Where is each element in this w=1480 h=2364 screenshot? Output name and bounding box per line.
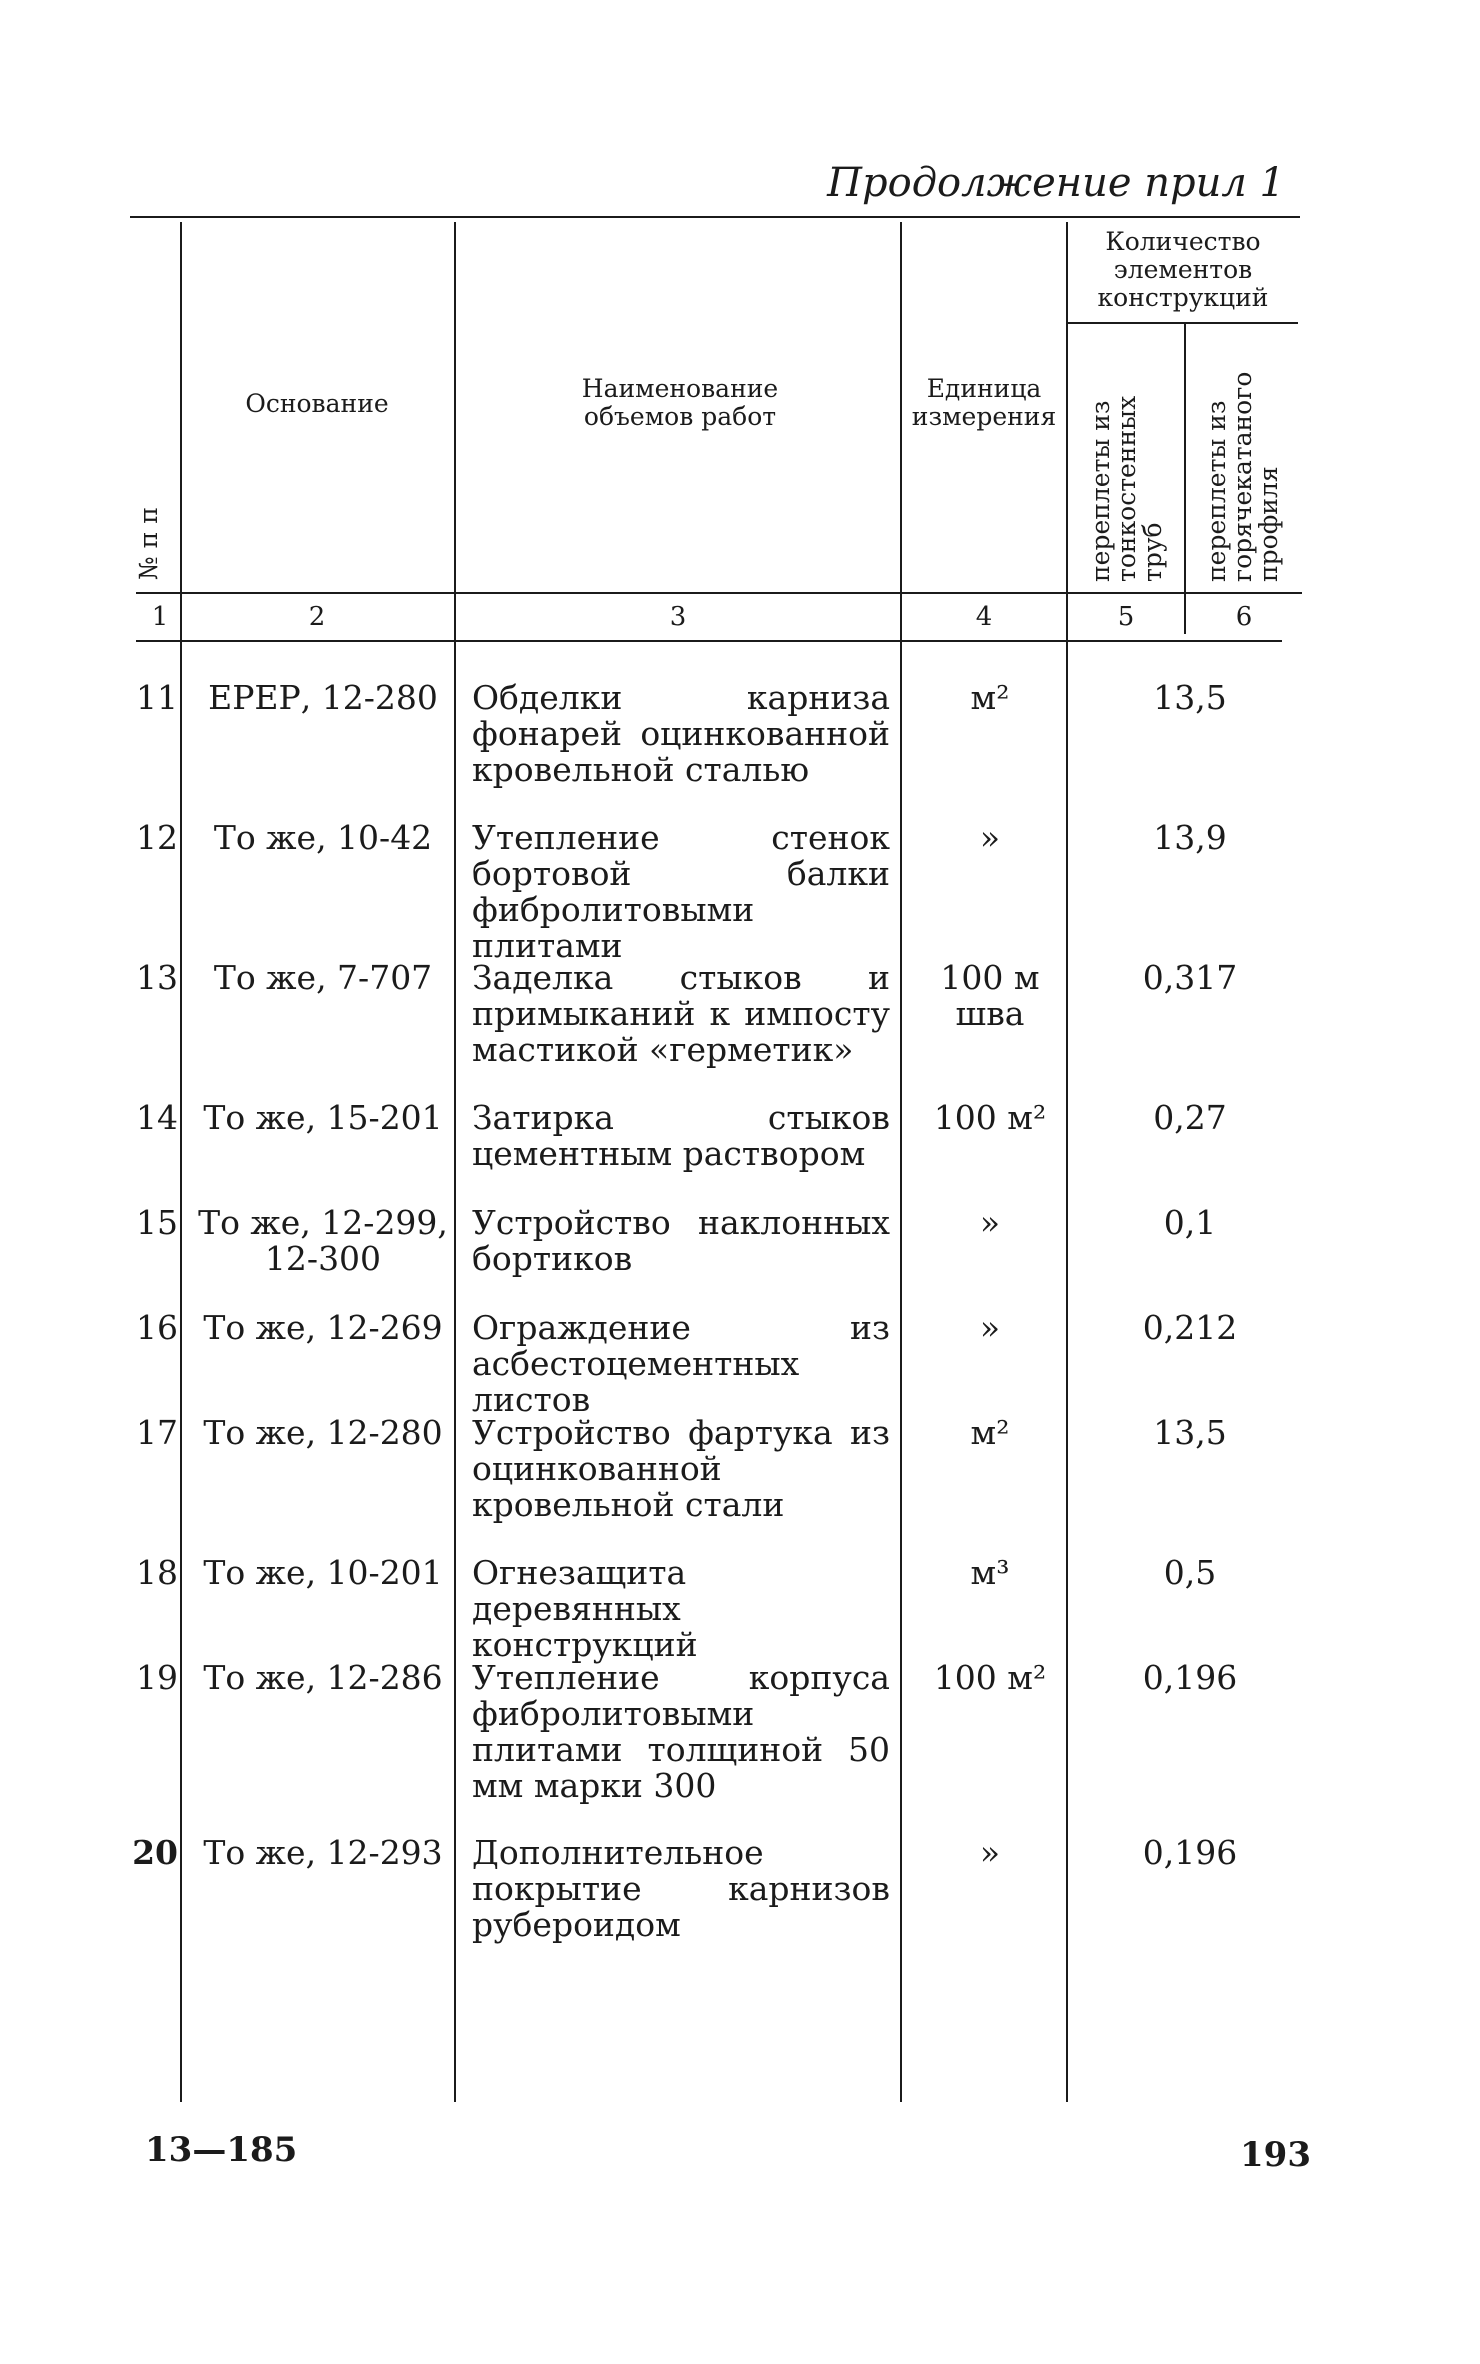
header-unit: Единица измерения	[911, 374, 1057, 431]
row-unit: 100 м шва	[940, 958, 1040, 1033]
row-basis: То же, 7-707	[213, 958, 433, 997]
col-divider-4	[1066, 222, 1068, 2102]
page-number: 193	[1240, 2135, 1311, 2175]
header-work-name: Наименование объемов работ	[581, 374, 779, 431]
row-quantity: 0,212	[1142, 1308, 1238, 1347]
col-number-1: 1	[151, 602, 169, 632]
row-number: 20	[132, 1833, 178, 1872]
row-number: 18	[136, 1553, 178, 1592]
page-header: Продолжение прил 1	[827, 160, 1285, 206]
row-work-name: Устройство фартука из оцинкованной кровельной стали	[472, 1413, 890, 1524]
header-sub-col-5: переплеты из тонкостенных труб	[1086, 395, 1167, 582]
row-unit: »	[979, 1308, 1001, 1347]
row-unit: м³	[970, 1553, 1010, 1592]
header-basis: Основание	[245, 389, 389, 418]
row-work-name: Обделки карниза фонарей оцинкованной кровельной сталью	[472, 678, 890, 789]
footer-left: 13—185	[145, 2130, 298, 2170]
row-basis: То же, 12-286	[203, 1658, 443, 1697]
row-work-name: Дополнительное покрытие карнизов рубероидом	[472, 1833, 890, 1944]
header-rule	[136, 592, 1302, 594]
row-work-name: Затирка стыков цементным раствором	[472, 1098, 890, 1173]
row-work-name: Утепление корпуса фибролитовыми плитами толщиной 50 мм марки 300	[472, 1658, 890, 1805]
row-number: 11	[136, 678, 178, 717]
row-quantity: 13,9	[1153, 818, 1227, 857]
row-unit: »	[979, 1203, 1001, 1242]
row-basis: ЕРЕР, 12-280	[208, 678, 438, 717]
row-basis: То же, 12-280	[203, 1413, 443, 1452]
row-work-name: Заделка стыков и примыканий к импосту мастикой «герметик»	[472, 958, 890, 1069]
row-basis: То же, 10-42	[213, 818, 433, 857]
header-sub-col-6: переплеты из горячекатаного профиля	[1202, 371, 1283, 582]
row-basis: То же, 12-269	[203, 1308, 443, 1347]
row-number: 17	[136, 1413, 178, 1452]
col-divider-1	[180, 222, 182, 2102]
row-number: 14	[136, 1098, 178, 1137]
row-basis: То же, 12-299, 12-300	[198, 1203, 448, 1278]
row-number: 19	[136, 1658, 178, 1697]
row-number: 13	[136, 958, 178, 997]
row-quantity: 0,196	[1142, 1658, 1238, 1697]
row-quantity: 0,196	[1142, 1833, 1238, 1872]
table-top-rule	[130, 216, 1300, 218]
row-quantity: 0,317	[1142, 958, 1238, 997]
col-divider-2	[454, 222, 456, 2102]
col-divider-3	[900, 222, 902, 2102]
row-work-name: Утепление стенок бортовой балки фибролитовыми плитами	[472, 818, 890, 965]
col-number-3: 3	[669, 602, 687, 632]
row-quantity: 0,1	[1163, 1203, 1217, 1242]
row-number: 15	[136, 1203, 178, 1242]
row-unit: м²	[970, 678, 1010, 717]
numbering-rule	[136, 640, 1282, 642]
row-unit: 100 м²	[933, 1658, 1047, 1697]
row-number: 16	[136, 1308, 178, 1347]
row-basis: То же, 12-293	[203, 1833, 443, 1872]
qty-group-rule	[1068, 322, 1298, 324]
header-number: № п п	[134, 507, 163, 580]
row-work-name: Огнезащита деревянных конструкций	[472, 1553, 698, 1664]
row-unit: м²	[970, 1413, 1010, 1452]
row-unit: »	[979, 1833, 1001, 1872]
row-quantity: 13,5	[1153, 1413, 1227, 1452]
row-unit: 100 м²	[933, 1098, 1047, 1137]
col-divider-5	[1184, 324, 1186, 634]
row-basis: То же, 10-201	[203, 1553, 443, 1592]
col-number-2: 2	[308, 602, 326, 632]
row-quantity: 0,27	[1153, 1098, 1227, 1137]
row-unit: »	[979, 818, 1001, 857]
row-number: 12	[136, 818, 178, 857]
row-work-name: Устройство наклонных бортиков	[472, 1203, 890, 1278]
row-quantity: 13,5	[1153, 678, 1227, 717]
row-work-name: Ограждение из асбестоцементных листов	[472, 1308, 890, 1419]
row-quantity: 0,5	[1163, 1553, 1217, 1592]
header-quantity-group: Количество элементов конструкций	[1097, 227, 1269, 312]
col-number-5: 5	[1117, 602, 1135, 632]
row-basis: То же, 15-201	[203, 1098, 443, 1137]
col-number-4: 4	[975, 602, 993, 632]
col-number-6: 6	[1235, 602, 1253, 632]
